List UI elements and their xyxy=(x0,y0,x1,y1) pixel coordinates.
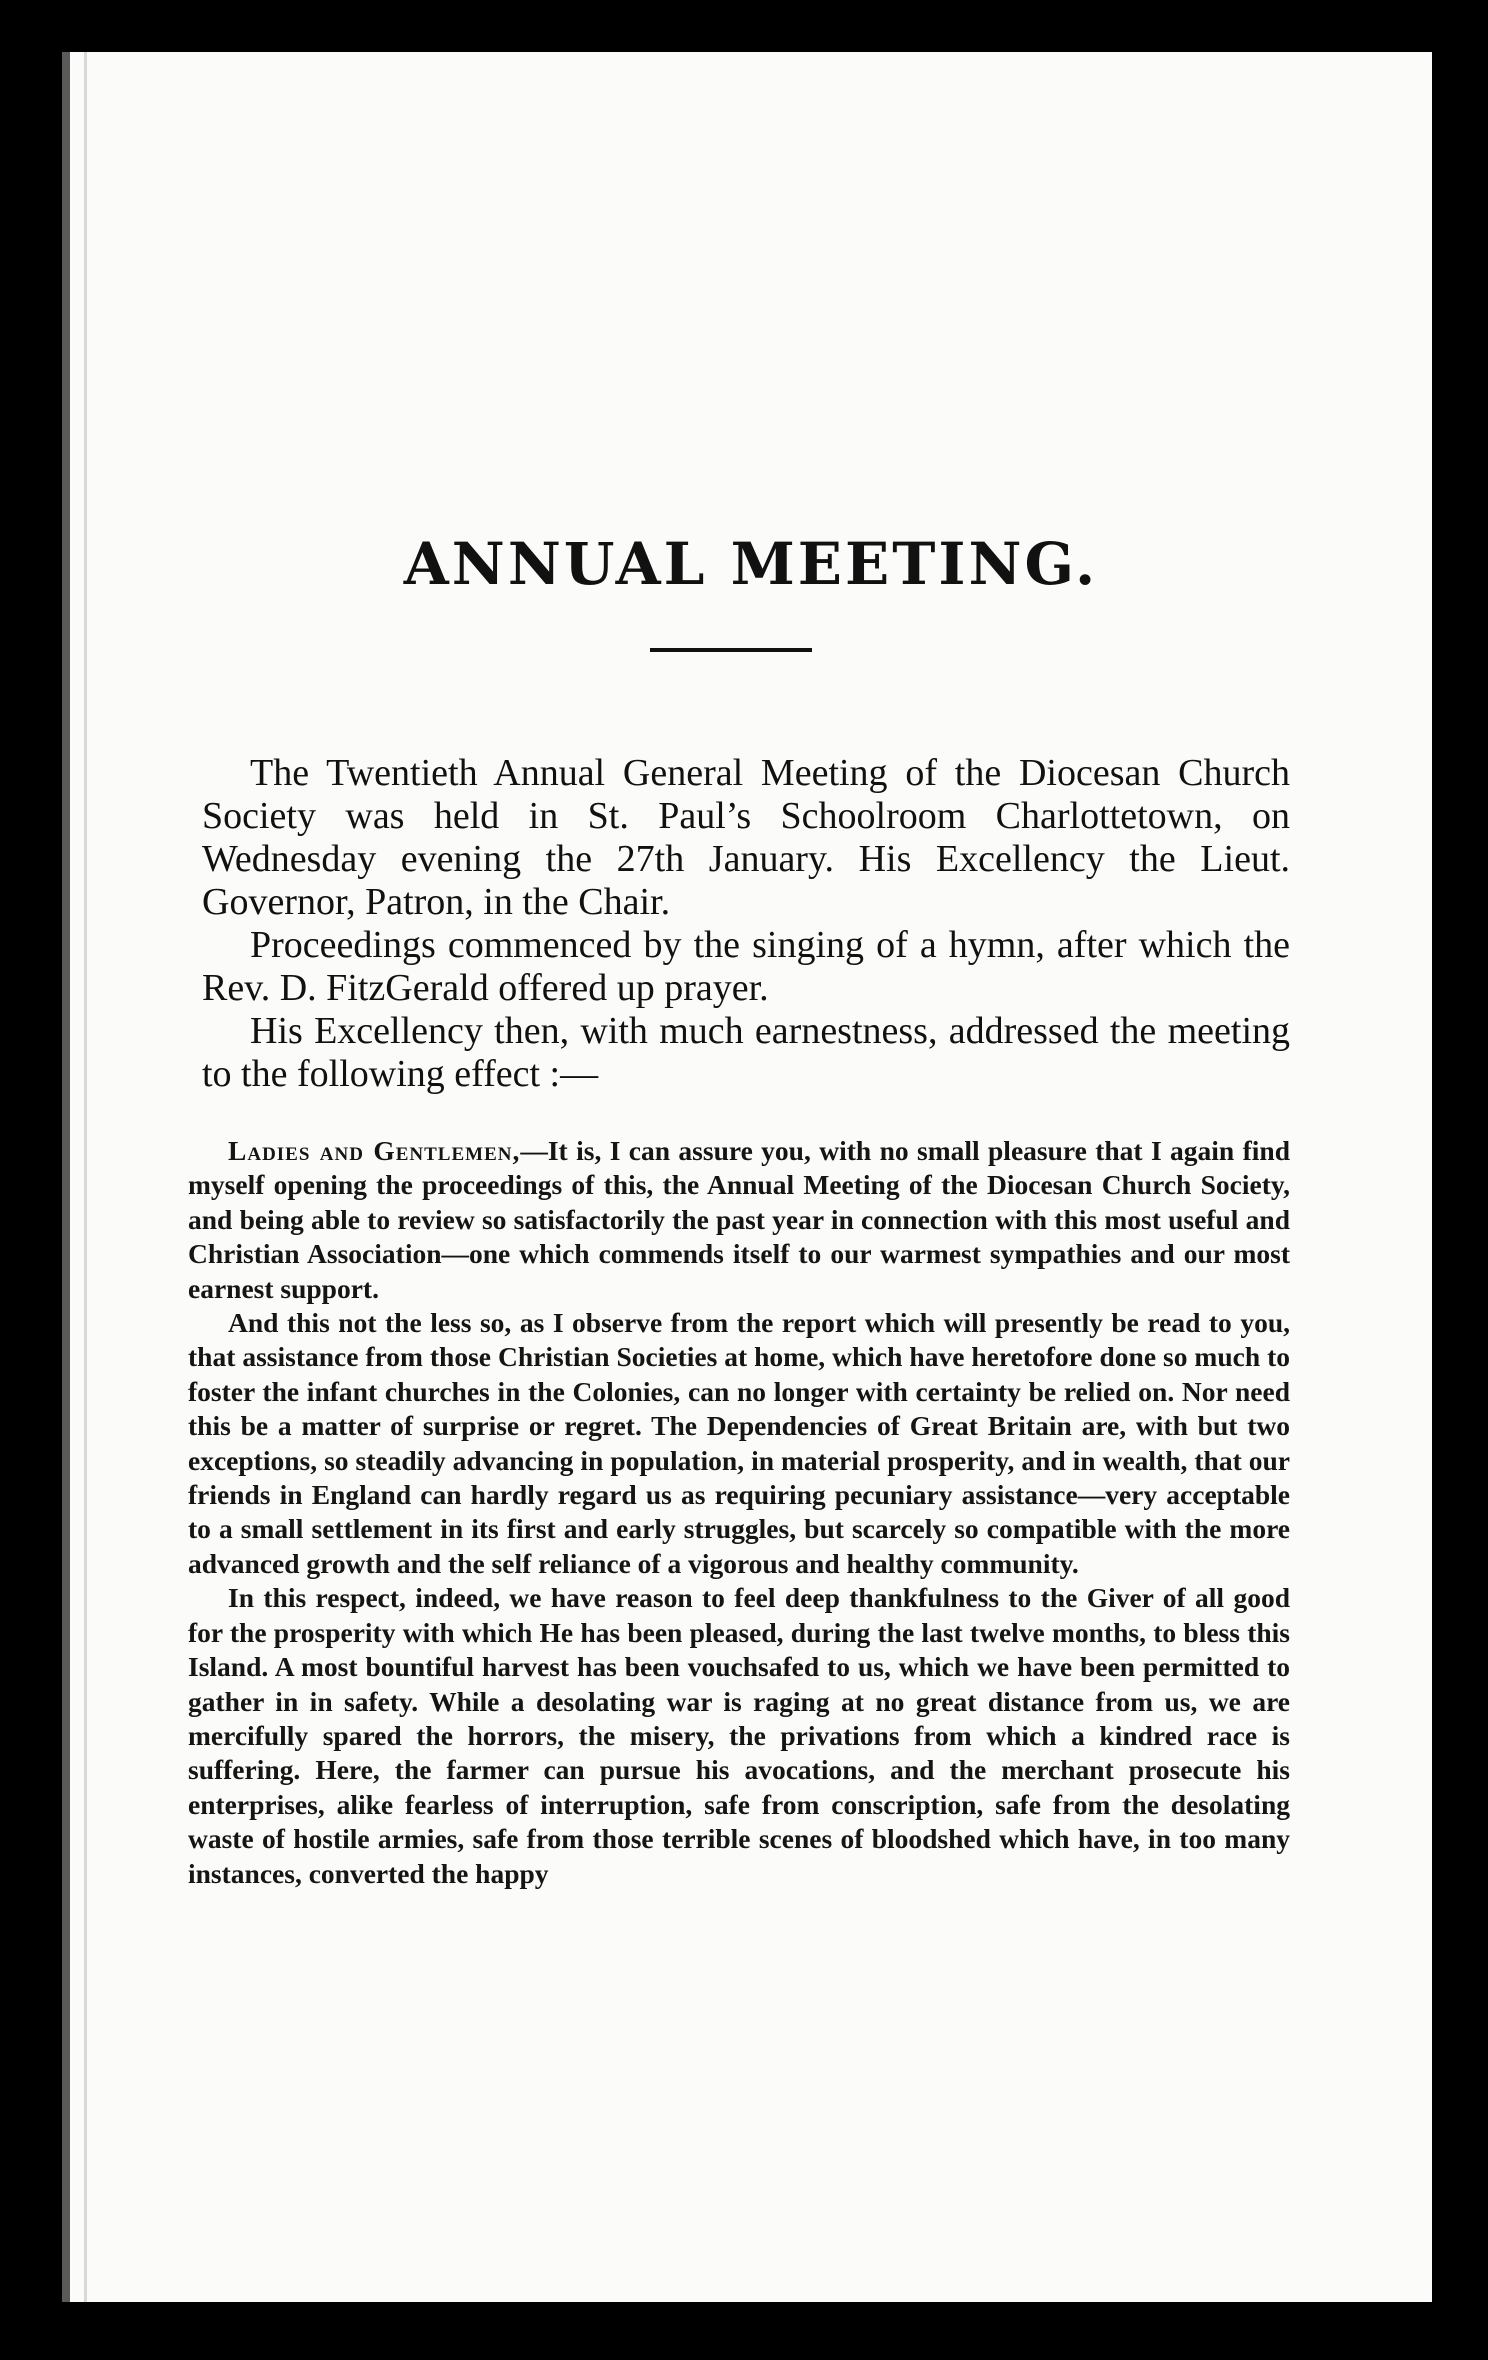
salutation: Ladies and Gentlemen, xyxy=(228,1135,521,1166)
binding-mark xyxy=(62,1852,70,1912)
address-section xyxy=(188,1134,1290,1891)
lead-paragraph-3: His Excellency then, with much earnestness, addressed the meeting to the following effect :— xyxy=(202,1010,1290,1095)
lead-paragraph-1: The Twentieth Annual General Meeting of the Diocesan Church Society was held in St. Paul’s Schoolroom Charlottetown, on Wednesday evening the 27th January. His Excellency the Lieut. Governor, Patron, in the Chair. xyxy=(202,752,1290,923)
address-paragraph-1-text: —It is, I can assure you, with no small pleasure that I again find myself opening the proceedings of this, the Annual Meeting of the Diocesan Church Society, and being able to review so satisfactorily the past year in connection with this most useful and Christian Association—one which commends itself to our warmest sympathies and our most earnest support. xyxy=(188,1135,1290,1304)
address-paragraph-3: In this respect, indeed, we have reason to feel deep thankfulness to the Giver of all good for the prosperity with which He has been pleased, during the last twelve months, to bless this Island. A most bountiful harvest has been vouchsafed to us, which we have been permitted to gather in in safety. While a desolating war is raging at no great distance from us, we are mercifully spared the horrors, the misery, the privations from which a kindred race is suffering. Here, the farmer can pursue his avocations, and the merchant prosecute his enterprises, alike fearless of interruption, safe from conscription, safe from the desolating waste of hostile armies, safe from those terrible scenes of bloodshed which have, in too many instances, converted the happy xyxy=(188,1582,1290,1889)
address-paragraph-1 xyxy=(188,1134,1290,1306)
title-rule xyxy=(650,648,812,652)
address-paragraph-2: And this not the less so, as I observe from the report which will presently be read to you, that assistance from those Christian Societies at home, which have heretofore done so much to foster the infant churches in the Colonies, can no longer with certainty be relied on. Nor need this be a matter of surprise or regret. The Dependencies of Great Britain are, with but two exceptions, so steadily advancing in population, in material prosperity, and in wealth, that our friends in England can hardly regard us as requiring pecuniary assistance—very acceptable to a small settlement in its first and early struggles, but scarcely so compatible with the more advanced growth and the self reliance of a vigorous and healthy community. xyxy=(188,1307,1290,1579)
page-edge xyxy=(84,52,87,2302)
page-title: ANNUAL MEETING. xyxy=(403,530,1099,598)
binding-mark xyxy=(62,572,70,612)
lead-paragraph-2: Proceedings commenced by the singing of a hymn, after which the Rev. D. FitzGerald offered up prayer. xyxy=(202,924,1290,1009)
binding-mark xyxy=(62,1202,68,1312)
document-page xyxy=(62,52,1432,2302)
lead-section xyxy=(202,752,1290,1096)
